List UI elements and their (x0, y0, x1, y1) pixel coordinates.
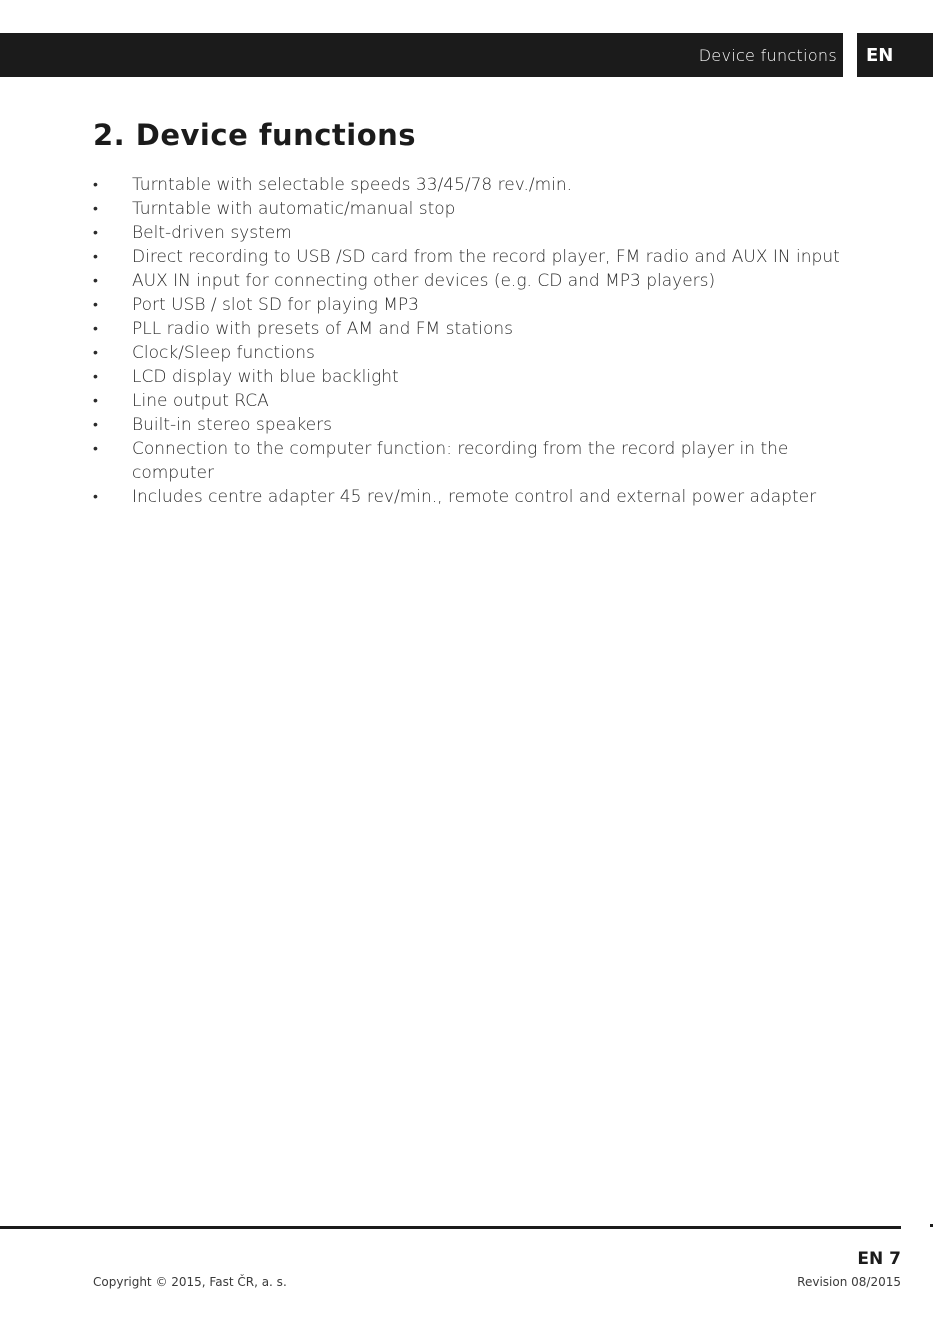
header-section-title: Device functions (698, 46, 837, 65)
bullet-icon: • (93, 441, 98, 457)
bullet-icon: • (93, 249, 98, 265)
list-item (93, 341, 853, 365)
list-item-text: Line output RCA (132, 391, 269, 411)
bullet-icon: • (93, 321, 98, 337)
list-item (93, 221, 853, 245)
language-tab-label: EN (866, 45, 894, 66)
list-item-text: Turntable with selectable speeds 33/45/78 rev./min. (132, 175, 573, 195)
bullet-icon: • (93, 489, 98, 505)
bullet-icon: • (93, 345, 98, 361)
list-item-text: AUX IN input for connecting other devices (e.g. CD and MP3 players) (132, 271, 716, 291)
bullet-icon: • (93, 201, 98, 217)
list-item (93, 389, 853, 413)
revision-text: Revision 08/2015 (797, 1275, 901, 1289)
list-item-text: Belt-driven system (132, 223, 292, 243)
copyright-text: Copyright © 2015, Fast ČR, a. s. (93, 1275, 287, 1289)
list-item (93, 485, 853, 509)
list-item (93, 437, 853, 485)
list-item-text: Connection to the computer function: recording from the record player in the computer (132, 439, 789, 483)
bullet-icon: • (93, 369, 98, 385)
list-item-text: Built-in stereo speakers (132, 415, 332, 435)
bullet-icon: • (93, 297, 98, 313)
bullet-icon: • (93, 417, 98, 433)
page-number: EN 7 (857, 1249, 901, 1269)
list-item-text: Clock/Sleep functions (132, 343, 315, 363)
page-title: 2. Device functions (93, 118, 417, 152)
list-item (93, 365, 853, 389)
list-item (93, 293, 853, 317)
list-item (93, 413, 853, 437)
bullet-icon: • (93, 177, 98, 193)
list-item-text: LCD display with blue backlight (132, 367, 399, 387)
list-item (93, 269, 853, 293)
list-item (93, 173, 853, 197)
list-item (93, 245, 853, 269)
list-item (93, 197, 853, 221)
bullet-icon: • (93, 273, 98, 289)
feature-list (93, 173, 853, 509)
list-item-text: Turntable with automatic/manual stop (132, 199, 456, 219)
list-item (93, 317, 853, 341)
footer-divider (0, 1226, 901, 1229)
list-item-text: Port USB / slot SD for playing MP3 (132, 295, 419, 315)
list-item-text: PLL radio with presets of AM and FM stations (132, 319, 513, 339)
list-item-text: Includes centre adapter 45 rev/min., remote control and external power adapter (132, 487, 817, 507)
list-item-text: Direct recording to USB /SD card from the record player, FM radio and AUX IN input (132, 247, 840, 267)
bullet-icon: • (93, 393, 98, 409)
bullet-icon: • (93, 225, 98, 241)
